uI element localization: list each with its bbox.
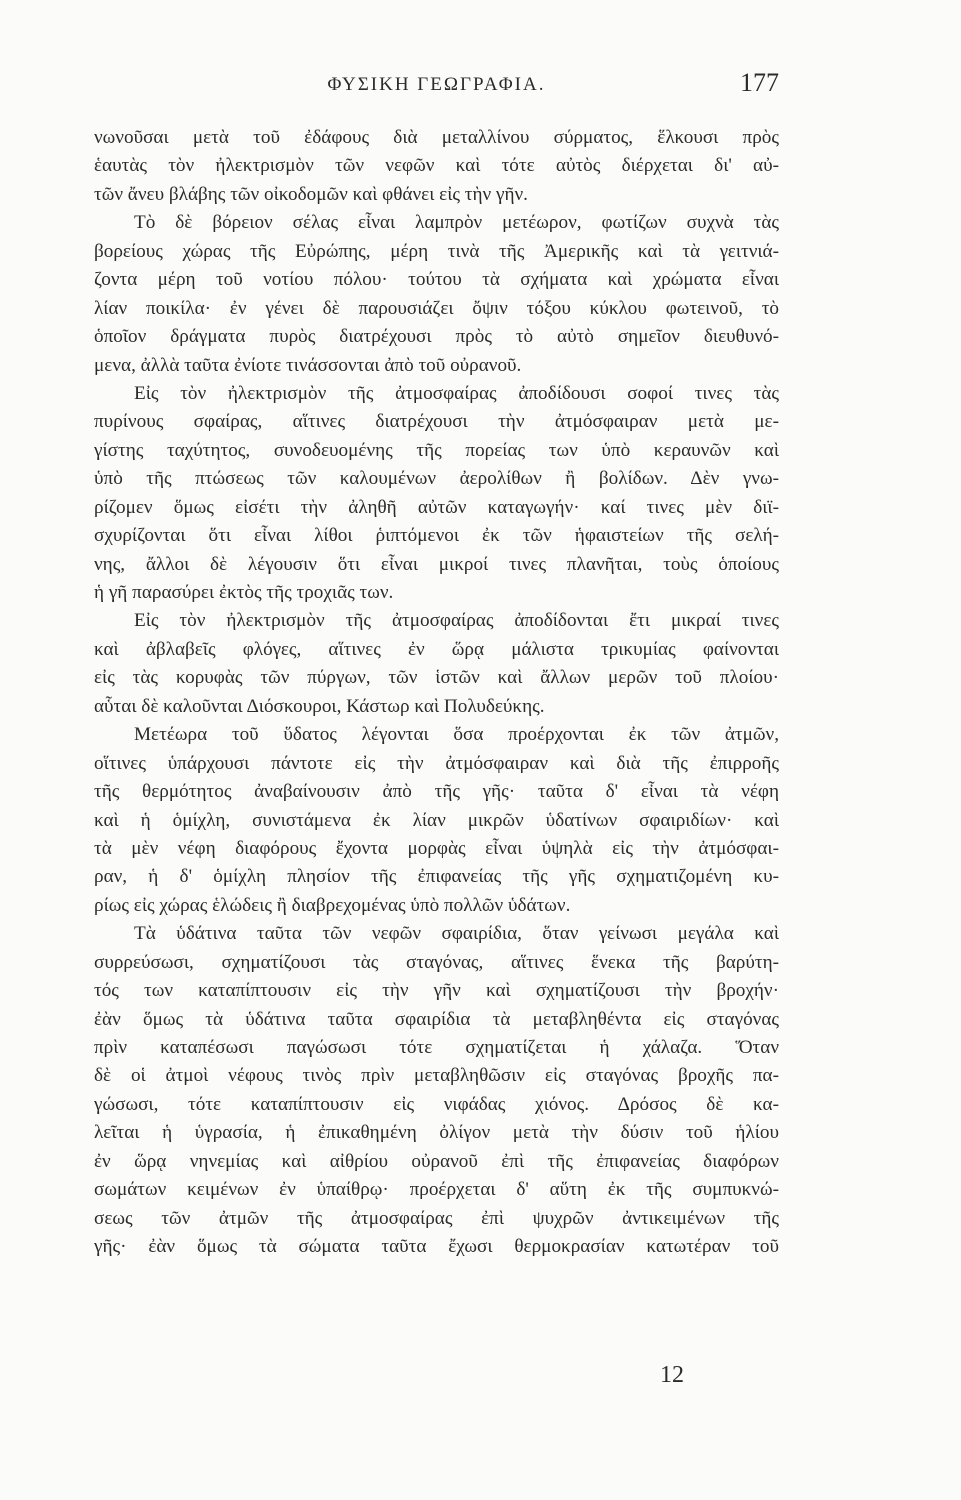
text-line: ρίζομεν ὅμως εἰσέτι τὴν ἀληθῆ αὐτῶν καταγωγήν· καί τινες μὲν διϊ- xyxy=(94,496,779,518)
text-line: τός των καταπίπτουσιν εἰς τὴν γῆν καὶ σχηματίζουσι τὴν βροχήν· xyxy=(94,980,779,1002)
text-line: γῆς· ἐὰν ὅμως τὰ σώματα ταῦτα ἔχωσι θερμοκρασίαν κατωτέραν τοῦ xyxy=(94,1236,779,1258)
text-line: σχυρίζονται ὅτι εἶναι λίθοι ῥιπτόμενοι ἐκ τῶν ἡφαιστείων τῆς σελή- xyxy=(94,525,779,547)
text-line: εἰς τὰς κορυφὰς τῶν πύργων, τῶν ἱστῶν καὶ ἄλλων μερῶν τοῦ πλοίου· xyxy=(94,667,779,689)
page-header xyxy=(94,68,779,104)
body-text xyxy=(94,124,779,1262)
text-line: ὑπὸ τῆς πτώσεως τῶν καλουμένων ἀερολίθων ἢ βολίδων. Δὲν γνω- xyxy=(94,468,779,490)
text-line: Τὸ δὲ βόρειον σέλας εἶναι λαμπρὸν μετέωρον, φωτίζων συχνὰ τὰς xyxy=(134,212,779,234)
text-line: συρρεύσωσι, σχηματίζουσι τὰς σταγόνας, αἵτινες ἕνεκα τῆς βαρύτη- xyxy=(94,951,779,973)
text-line: τῆς θερμότητος ἀναβαίνουσιν ἀπὸ τῆς γῆς· ταῦτα δ' εἶναι τὰ νέφη xyxy=(94,781,779,803)
text-line: ραν, ἡ δ' ὁμίχλη πλησίον τῆς ἐπιφανείας τῆς γῆς σχηματιζομένη κυ- xyxy=(94,866,779,888)
text-line: ἡ γῆ παρασύρει ἐκτὸς τῆς τροχιᾶς των. xyxy=(94,582,394,603)
text-line: ρίως εἰς χώρας ἑλώδεις ἢ διαβρεχομένας ὑπὸ πολλῶν ὑδάτων. xyxy=(94,894,571,916)
text-line: ἐὰν ὅμως τὰ ὑδάτινα ταῦτα σφαιρίδια τὰ μεταβληθέντα εἰς σταγόνας xyxy=(94,1008,779,1030)
text-line: Εἰς τὸν ἠλεκτρισμὸν τῆς ἀτμοσφαίρας ἀποδίδονται ἔτι μικραί τινες xyxy=(134,610,779,632)
text-line: ὁποῖον δράγματα πυρὸς διατρέχουσι πρὸς τὸ αὐτὸ σημεῖον διευθυνό- xyxy=(94,326,779,348)
text-line: Εἰς τὸν ἠλεκτρισμὸν τῆς ἀτμοσφαίρας ἀποδίδουσι σοφοί τινες τὰς xyxy=(134,382,779,404)
text-line: δὲ οἱ ἀτμοὶ νέφους τινὸς πρὶν μεταβληθῶσιν εἰς σταγόνας βροχῆς πα- xyxy=(94,1065,779,1087)
text-line: ἑαυτὰς τὸν ἠλεκτρισμὸν τῶν νεφῶν καὶ τότε αὐτὸς διέρχεται δι' αὐ- xyxy=(94,155,779,177)
page-number: 177 xyxy=(740,68,779,97)
running-title: ΦΥΣΙΚΗ ΓΕΩΓΡΑΦΙΑ. xyxy=(327,74,546,95)
text-line: πυρίνους σφαίρας, αἵτινες διατρέχουσι τὴν ἀτμόσφαιραν μετὰ με- xyxy=(94,411,779,433)
signature-mark: 12 xyxy=(660,1362,684,1388)
text-line: λεῖται ἡ ὑγρασία, ἡ ἐπικαθημένη ὀλίγον μετὰ τὴν δύσιν τοῦ ἡλίου xyxy=(94,1122,779,1144)
text-line: ἐν ὥρᾳ νηνεμίας καὶ αἰθρίου οὐρανοῦ ἐπὶ τῆς ἐπιφανείας διαφόρων xyxy=(94,1150,779,1172)
text-line: οἵτινες ὑπάρχουσι πάντοτε εἰς τὴν ἀτμόσφαιραν καὶ διὰ τῆς ἐπιρροῆς xyxy=(94,752,779,774)
text-line: καὶ ἡ ὁμίχλη, συνιστάμενα ἐκ λίαν μικρῶν ὑδατίνων σφαιριδίων· καὶ xyxy=(94,809,779,831)
text-line: ζοντα μέρη τοῦ νοτίου πόλου· τούτου τὰ σχήματα καὶ χρώματα εἶναι xyxy=(94,269,779,291)
text-line: λίαν ποικίλα· ἐν γένει δὲ παρουσιάζει ὄψιν τόξου κύκλου φωτεινοῦ, τὸ xyxy=(94,297,779,319)
text-line: βορείους χώρας τῆς Εὐρώπης, μέρη τινὰ τῆς Ἀμερικῆς καὶ τὰ γειτνιά- xyxy=(94,240,779,262)
text-line: πρὶν καταπέσωσι παγώσωσι τότε σχηματίζεται ἡ χάλαζα. Ὅταν xyxy=(94,1037,779,1058)
text-line: καὶ ἀβλαβεῖς φλόγες, αἵτινες ἐν ὥρᾳ μάλιστα τρικυμίας φαίνονται xyxy=(94,638,779,660)
text-line: αὗται δὲ καλοῦνται Διόσκουροι, Κάστωρ καὶ Πολυδεύκης. xyxy=(94,695,545,717)
text-line: γώσωσι, τότε καταπίπτουσιν εἰς νιφάδας χιόνος. Δρόσος δὲ κα- xyxy=(94,1093,779,1115)
text-line: μενα, ἀλλὰ ταῦτα ἐνίοτε τινάσσονται ἀπὸ τοῦ οὐρανοῦ. xyxy=(94,354,522,376)
text-line: τῶν ἄνευ βλάβης τῶν οἰκοδομῶν καὶ φθάνει εἰς τὴν γῆν. xyxy=(94,183,528,205)
text-line: νης, ἄλλοι δὲ λέγουσιν ὅτι εἶναι μικροί τινες πλανῆται, τοὺς ὁποίους xyxy=(94,553,779,575)
text-line: γίστης ταχύτητος, συνοδευομένης τῆς πορείας των ὑπὸ κεραυνῶν καὶ xyxy=(94,439,779,461)
text-line: σωμάτων κειμένων ἐν ὑπαίθρῳ· προέρχεται δ' αὕτη ἐκ τῆς συμπυκνώ- xyxy=(94,1179,779,1201)
text-line: νωνοῦσαι μετὰ τοῦ ἐδάφους διὰ μεταλλίνου σύρματος, ἕλκουσι πρὸς xyxy=(94,127,779,148)
text-line: τὰ μὲν νέφη διαφόρους ἔχοντα μορφὰς εἶναι ὑψηλὰ εἰς τὴν ἀτμόσφαι- xyxy=(94,837,779,859)
text-line: Μετέωρα τοῦ ὕδατος λέγονται ὅσα προέρχονται ἐκ τῶν ἀτμῶν, xyxy=(134,724,779,746)
text-line: σεως τῶν ἀτμῶν τῆς ἀτμοσφαίρας ἐπὶ ψυχρῶν ἀντικειμένων τῆς xyxy=(94,1207,779,1229)
text-line: Τὰ ὑδάτινα ταῦτα τῶν νεφῶν σφαιρίδια, ὅταν γείνωσι μεγάλα καὶ xyxy=(134,923,779,945)
